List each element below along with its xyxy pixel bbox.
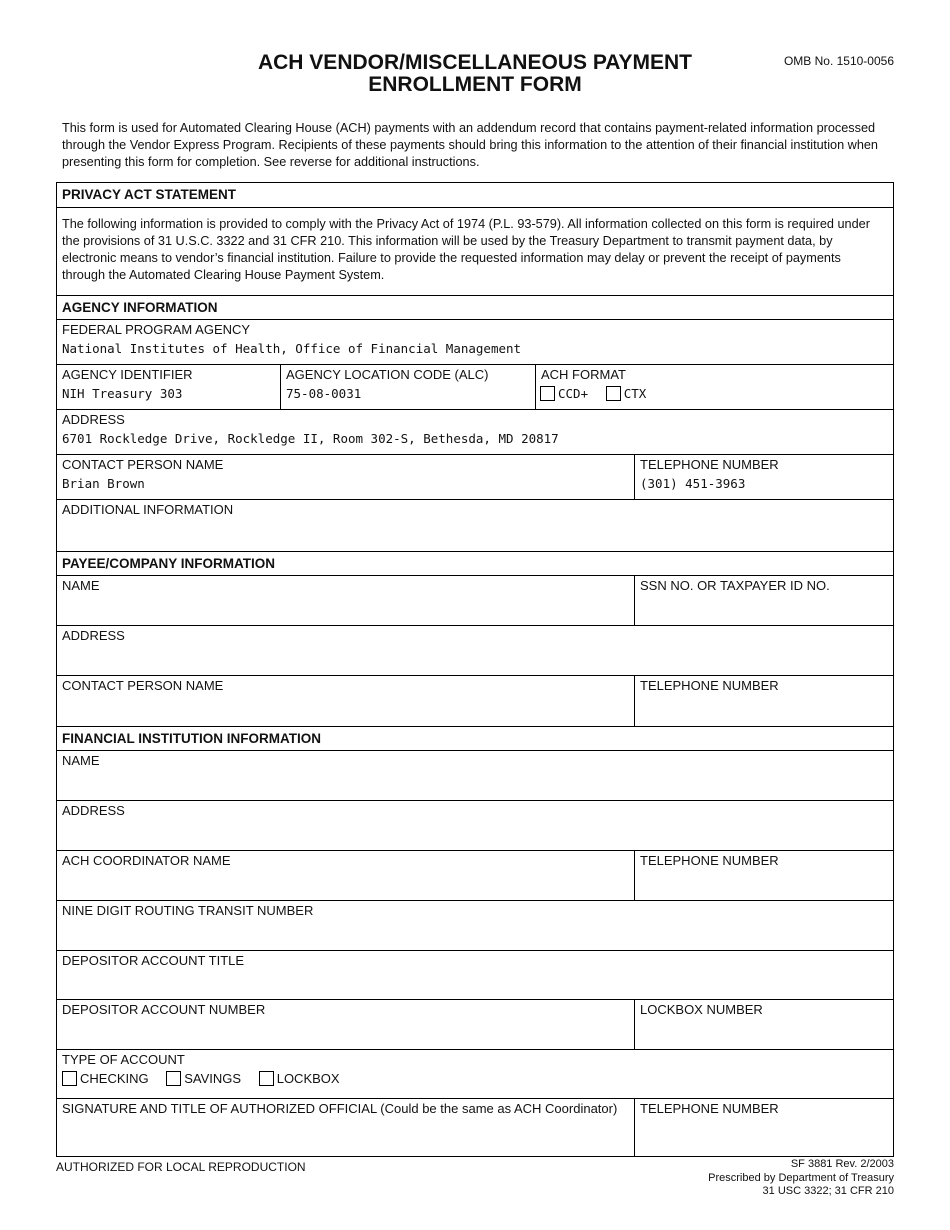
agency-id-row (57, 365, 893, 410)
privacy-text-row (57, 208, 893, 296)
fi-address-label: ADDRESS (62, 803, 125, 818)
account-type-savings[interactable]: SAVINGS (166, 1071, 241, 1086)
form-title-line2: ENROLLMENT FORM (368, 73, 582, 96)
additional-info-label: ADDITIONAL INFORMATION (62, 502, 234, 517)
fi-coordinator-field[interactable] (57, 851, 634, 900)
form-title-line1: ACH VENDOR/MISCELLANEOUS PAYMENT (257, 51, 693, 74)
agency-contact-label: CONTACT PERSON NAME (62, 457, 224, 472)
agency-telephone-label: TELEPHONE NUMBER (640, 457, 779, 472)
payee-heading: PAYEE/COMPANY INFORMATION (62, 556, 276, 571)
payee-ssn-label: SSN NO. OR TAXPAYER ID NO. (640, 578, 830, 593)
financial-heading: FINANCIAL INSTITUTION INFORMATION (62, 731, 321, 746)
payee-telephone-label: TELEPHONE NUMBER (640, 678, 779, 693)
signature-telephone-label: TELEPHONE NUMBER (640, 1101, 779, 1116)
payee-contact-row (57, 676, 893, 727)
signature-label: SIGNATURE AND TITLE OF AUTHORIZED OFFICIAL (Could be the same as ACH Coordinator) (62, 1101, 618, 1116)
privacy-text: The following information is provided to comply with the Privacy Act of 1974 (P.L. 93-579). All information collected on this form is required under the provisions of 31 U.S.C. 3322 and 31 CFR 210. This information will be used by the Treasury Department to transmit payment data, by electronic means to vendor’s financial institution. Failure to provide the requested information may delay or prevent the receipt of payments through the Automated Clearing House Payment System. (62, 217, 870, 282)
account-number-row (57, 1000, 893, 1050)
ach-format-label: ACH FORMAT (541, 367, 626, 382)
agency-heading-row (57, 296, 893, 320)
payee-address-field[interactable] (57, 626, 893, 676)
privacy-heading-row (57, 183, 893, 208)
account-title-label: DEPOSITOR ACCOUNT TITLE (62, 953, 245, 968)
alc-value[interactable]: 75-08-0031 (286, 386, 362, 401)
payee-contact-label: CONTACT PERSON NAME (62, 678, 224, 693)
agency-contact-row (57, 455, 893, 500)
account-type-row (57, 1050, 893, 1099)
footer-prescribed: Prescribed by Department of Treasury (708, 1171, 894, 1184)
intro-paragraph: This form is used for Automated Clearing House (ACH) payments with an addendum record that contains payment-related information processed through the Vendor Express Program. Recipients of these payments should bring this information to the attention of their financial institution when presenting this form for completion. See reverse for additional instructions. (62, 121, 878, 169)
fi-coordinator-row (57, 851, 893, 901)
ctx-checkbox[interactable] (606, 386, 621, 401)
payee-heading-row (57, 552, 893, 576)
fi-telephone-label: TELEPHONE NUMBER (640, 853, 779, 868)
financial-heading-row (57, 727, 893, 751)
account-type-label: TYPE OF ACCOUNT (62, 1052, 185, 1067)
ccd-checkbox[interactable] (540, 386, 555, 401)
lockbox-number-field[interactable] (634, 1000, 893, 1049)
payee-name-row (57, 576, 893, 626)
fi-name-label: NAME (62, 753, 100, 768)
ach-format-option-ccd[interactable]: CCD+ (540, 386, 588, 401)
agency-identifier-cell (57, 365, 280, 409)
alc-label: AGENCY LOCATION CODE (ALC) (286, 367, 489, 382)
account-type-lockbox[interactable]: LOCKBOX (259, 1071, 340, 1086)
account-number-field[interactable] (57, 1000, 634, 1049)
lockbox-checkbox[interactable] (259, 1071, 274, 1086)
federal-program-agency-row (57, 320, 893, 365)
ach-format-cell (535, 365, 893, 409)
lockbox-number-label: LOCKBOX NUMBER (640, 1002, 763, 1017)
agency-identifier-label: AGENCY IDENTIFIER (62, 367, 193, 382)
payee-telephone-field[interactable] (634, 676, 893, 726)
federal-program-agency-label: FEDERAL PROGRAM AGENCY (62, 322, 251, 337)
additional-info-row[interactable] (57, 500, 893, 552)
fi-telephone-field[interactable] (634, 851, 893, 900)
agency-address-label: ADDRESS (62, 412, 125, 427)
footer-citation: 31 USC 3322; 31 CFR 210 (762, 1185, 894, 1197)
signature-row (57, 1099, 893, 1156)
signature-telephone-field[interactable] (634, 1099, 893, 1156)
agency-contact-cell (57, 455, 634, 499)
savings-checkbox[interactable] (166, 1071, 181, 1086)
fi-coordinator-label: ACH COORDINATOR NAME (62, 853, 231, 868)
agency-identifier-value[interactable]: NIH Treasury 303 (62, 386, 183, 401)
payee-ssn-field[interactable] (634, 576, 893, 625)
account-number-label: DEPOSITOR ACCOUNT NUMBER (62, 1002, 266, 1017)
agency-contact-value[interactable]: Brian Brown (62, 476, 145, 491)
account-type-checking[interactable]: CHECKING (62, 1071, 149, 1086)
account-title-field[interactable] (57, 951, 893, 1000)
federal-program-agency-value[interactable]: National Institutes of Health, Office of Financial Management (62, 341, 522, 356)
omb-number: OMB No. 1510-0056 (783, 54, 894, 68)
payee-contact-field[interactable] (57, 676, 634, 726)
payee-address-label: ADDRESS (62, 628, 125, 643)
fi-address-field[interactable] (57, 801, 893, 851)
privacy-heading: PRIVACY ACT STATEMENT (62, 187, 237, 202)
checking-checkbox[interactable] (62, 1071, 77, 1086)
payee-name-field[interactable] (57, 576, 634, 625)
enrollment-form (56, 182, 894, 1157)
routing-number-field[interactable] (57, 901, 893, 951)
ach-format-option-ctx[interactable]: CTX (606, 386, 647, 401)
agency-telephone-cell (634, 455, 893, 499)
agency-heading: AGENCY INFORMATION (62, 300, 218, 315)
fi-name-field[interactable] (57, 751, 893, 801)
agency-address-row (57, 410, 893, 455)
signature-field[interactable] (57, 1099, 634, 1156)
agency-address-value[interactable]: 6701 Rockledge Drive, Rockledge II, Room 302-S, Bethesda, MD 20817 (62, 431, 559, 446)
routing-number-label: NINE DIGIT ROUTING TRANSIT NUMBER (62, 903, 314, 918)
payee-name-label: NAME (62, 578, 100, 593)
footer-reproduction-note: AUTHORIZED FOR LOCAL REPRODUCTION (56, 1160, 306, 1174)
agency-telephone-value[interactable]: (301) 451-3963 (640, 476, 746, 491)
footer-form-number: SF 3881 Rev. 2/2003 (790, 1158, 894, 1170)
footer-form-info (708, 1158, 894, 1199)
alc-cell (280, 365, 535, 409)
